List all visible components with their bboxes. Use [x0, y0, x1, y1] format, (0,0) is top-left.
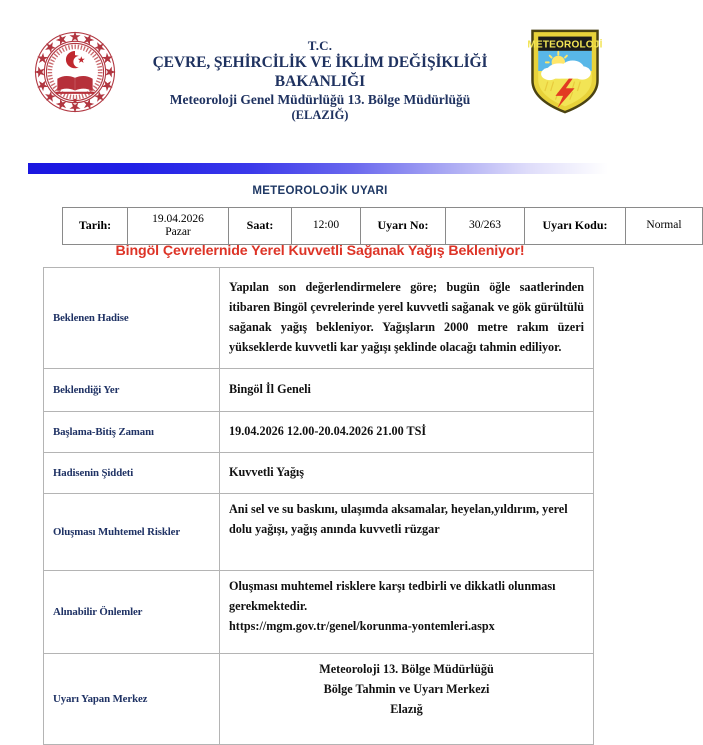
onlemler-link[interactable]: https://mgm.gov.tr/genel/korunma-yontemleri.aspx: [229, 618, 495, 633]
header-city: (ELAZIĞ): [291, 108, 349, 123]
header-title-block: [120, 38, 520, 123]
time-label: Saat:: [229, 208, 292, 245]
row-value-uyari-yapan-merkez: [220, 654, 594, 745]
table-row: [44, 412, 594, 453]
warning-code-value: Normal: [626, 208, 703, 245]
date-value-line1: 19.04.2026: [152, 212, 204, 225]
row-label-beklendigi-yer: Beklendiği Yer: [44, 369, 220, 412]
warning-info-table: [62, 207, 703, 245]
row-label-hadisenin-siddeti: Hadisenin Şiddeti: [44, 453, 220, 494]
table-row: [63, 208, 703, 245]
meteoroloji-shield-icon: [525, 27, 605, 115]
row-label-alinabilir-onlemler: Alınabilir Önlemler: [44, 571, 220, 654]
header-bakanlik: BAKANLIĞI: [274, 72, 366, 90]
onlemler-line1: Oluşması muhtemel risklere karşı tedbirli ve dikkatli olunması: [229, 579, 556, 593]
date-value: [128, 208, 229, 245]
time-value: 12:00: [292, 208, 361, 245]
decorative-gradient-bar: [28, 163, 608, 174]
row-value-alinabilir-onlemler: [220, 571, 594, 654]
row-value-beklendigi-yer: Bingöl İl Geneli: [220, 369, 594, 412]
table-row: [44, 369, 594, 412]
table-row: [44, 571, 594, 654]
warning-code-label: Uyarı Kodu:: [525, 208, 626, 245]
warning-no-label: Uyarı No:: [361, 208, 446, 245]
warning-headline: Bingöl Çevrelernide Yerel Kuvvetli Sağanak Yağış Bekleniyor!: [115, 243, 525, 259]
table-row: [44, 654, 594, 745]
header-department: Meteoroloji Genel Müdürlüğü 13. Bölge Müdürlüğü: [169, 91, 471, 107]
header-tc: T.C.: [307, 38, 333, 53]
row-value-baslama-bitis-zamani: 19.04.2026 12.00-20.04.2026 21.00 TSİ: [220, 412, 594, 453]
row-label-uyari-yapan-merkez: Uyarı Yapan Merkez: [44, 654, 220, 745]
onlemler-line2: gerekmektedir.: [229, 598, 308, 613]
warning-no-value: 30/263: [446, 208, 525, 245]
table-row: [44, 268, 594, 369]
shield-banner-text: METEOROLOJİ: [527, 39, 603, 51]
date-label: Tarih:: [63, 208, 128, 245]
row-value-olusmasi-muhtemel-riskler: Ani sel ve su baskını, ulaşımda aksamalar, heyelan,yıldırım, yerel dolu yağışı, yağış anında kuvvetli rüzgar: [220, 494, 594, 571]
row-label-olusmasi-muhtemel-riskler: Oluşması Muhtemel Riskler: [44, 494, 220, 571]
merkez-line2: Bölge Tahmin ve Uyarı Merkezi: [323, 681, 490, 696]
document-header: [0, 0, 640, 135]
ministry-emblem-icon: [33, 30, 117, 114]
row-value-hadisenin-siddeti: Kuvvetli Yağış: [220, 453, 594, 494]
row-value-beklenen-hadise: Yapılan son değerlendirmelere göre; bugün öğle saatlerinden itibaren Bingöl çevrelerinde yerel kuvvetli sağanak ve gök gürültülü sağanak yağış bekleniyor. Yağışların 2000 metre rakım üzeri yükseklerde kuvvetli kar yağışı şeklinde olacağı tahmin ediliyor.: [220, 268, 594, 369]
merkez-line3: Elazığ: [390, 701, 423, 716]
page-title: METEOROLOJİK UYARI: [252, 185, 388, 197]
row-label-beklenen-hadise: Beklenen Hadise: [44, 268, 220, 369]
date-value-line2: Pazar: [165, 226, 191, 238]
warning-details-table: [43, 267, 594, 745]
header-ministry-name: ÇEVRE, ŞEHİRCİLİK VE İKLİM DEĞİŞİKLİĞİ: [152, 53, 488, 71]
table-row: [44, 494, 594, 571]
row-label-baslama-bitis-zamani: Başlama-Bitiş Zamanı: [44, 412, 220, 453]
table-row: [44, 453, 594, 494]
merkez-line1: Meteoroloji 13. Bölge Müdürlüğü: [319, 662, 494, 676]
